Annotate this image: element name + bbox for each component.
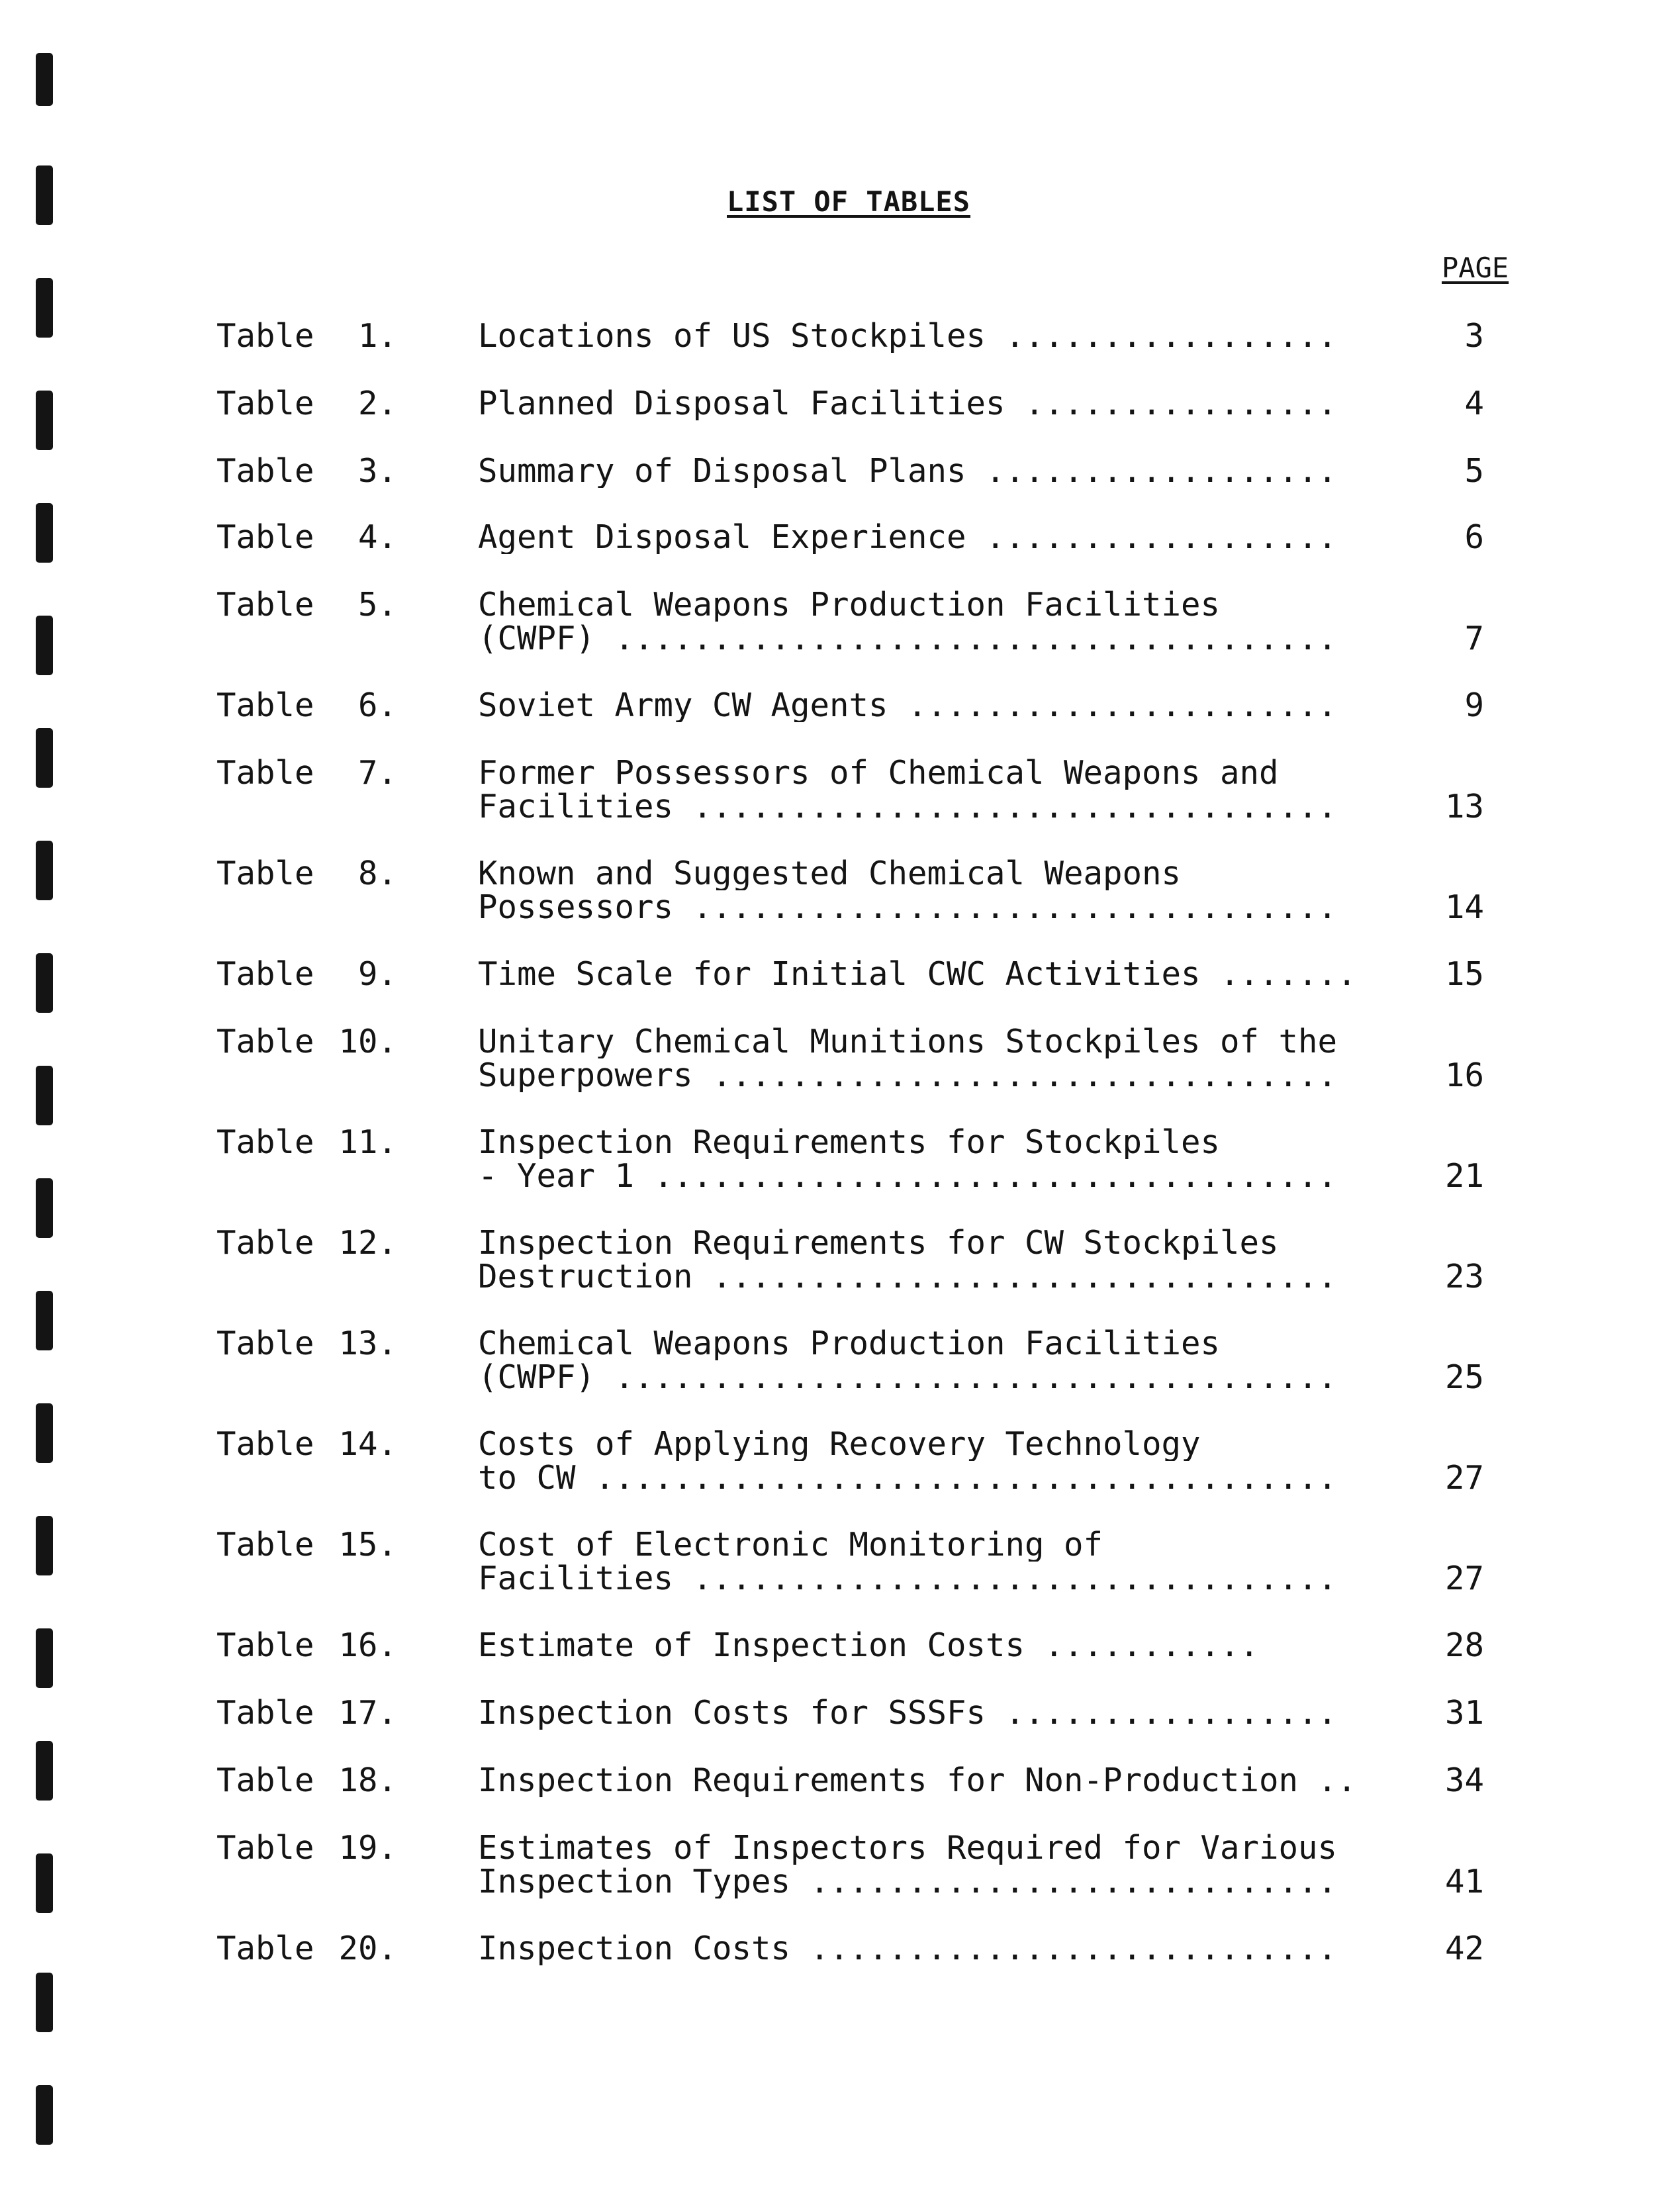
table-entry-title-line: (CWPF) ..................................... xyxy=(478,622,1338,655)
table-entry-title xyxy=(478,1125,1391,1193)
binding-hole-mark xyxy=(36,53,53,106)
table-entry-label: Table xyxy=(216,1325,314,1362)
table-entry-label: Table xyxy=(216,1829,314,1867)
table-entry-title-line: Chemical Weapons Production Facilities xyxy=(478,588,1221,622)
table-entry-title-line: - Year 1 ................................... xyxy=(478,1159,1338,1193)
table-entry-label: Table xyxy=(216,955,314,993)
table-entry-label: Table xyxy=(216,1930,314,1967)
table-entry-title xyxy=(478,756,1391,823)
table-entry-title-line: Estimate of Inspection Costs ........... xyxy=(478,1628,1260,1662)
table-entry-title-line: Chemical Weapons Production Facilities xyxy=(478,1327,1221,1360)
table-entry-page-number: 27 xyxy=(1444,1459,1484,1497)
table-entry-label: Table xyxy=(216,385,314,422)
table-entry-label: Table xyxy=(216,518,314,556)
table-entry-number: 6. xyxy=(357,686,397,724)
table-entry-page-number: 27 xyxy=(1444,1560,1484,1597)
table-entry-title-line: Summary of Disposal Plans .................. xyxy=(478,454,1338,488)
binding-holes xyxy=(26,0,66,2201)
table-entry-title-line: to CW ...................................... xyxy=(478,1461,1338,1495)
binding-hole-mark xyxy=(36,1066,53,1125)
table-entry-title-line: Estimates of Inspectors Required for Various xyxy=(478,1831,1338,1865)
table-entry-number: 1. xyxy=(357,317,397,355)
binding-hole-mark xyxy=(36,1628,53,1688)
table-entry-number: 11. xyxy=(338,1123,397,1161)
binding-hole-mark xyxy=(36,616,53,675)
table-entry-label: Table xyxy=(216,754,314,792)
table-entry-title xyxy=(478,319,1391,353)
table-entry-page-number: 5 xyxy=(1464,452,1484,490)
table-entry-title xyxy=(478,1528,1391,1595)
table-entry-title xyxy=(478,1226,1391,1293)
page-column-heading: PAGE xyxy=(1442,252,1509,284)
table-entry-page-number: 7 xyxy=(1464,620,1484,657)
table-entry-title-line: Facilities ................................. xyxy=(478,1562,1338,1595)
binding-hole-mark xyxy=(36,1291,53,1350)
binding-hole-mark xyxy=(36,2085,53,2145)
table-entry-title-line: Inspection Costs ........................... xyxy=(478,1932,1338,1965)
table-entry-page-number: 23 xyxy=(1444,1258,1484,1295)
binding-hole-mark xyxy=(36,953,53,1013)
table-entry-label: Table xyxy=(216,855,314,892)
binding-hole-mark xyxy=(36,1178,53,1238)
table-entry-label: Table xyxy=(216,1224,314,1262)
table-entry-page-number: 41 xyxy=(1444,1863,1484,1900)
table-entry-page-number: 25 xyxy=(1444,1358,1484,1396)
table-entry-title-line: Soviet Army CW Agents ...................... xyxy=(478,688,1338,722)
table-entry-title xyxy=(478,588,1391,655)
table-entry-title xyxy=(478,1628,1391,1662)
table-entry-page-number: 28 xyxy=(1444,1626,1484,1664)
table-entry-page-number: 4 xyxy=(1464,385,1484,422)
table-entry-number: 16. xyxy=(338,1626,397,1664)
table-entry-number: 12. xyxy=(338,1224,397,1262)
table-entry-number: 5. xyxy=(357,586,397,624)
table-entry-title xyxy=(478,1763,1391,1797)
table-entry-page-number: 34 xyxy=(1444,1761,1484,1799)
table-entry-page-number: 13 xyxy=(1444,788,1484,825)
table-entry-title-line: Inspection Requirements for Stockpiles xyxy=(478,1125,1221,1159)
table-entry-label: Table xyxy=(216,1761,314,1799)
binding-hole-mark xyxy=(36,1741,53,1801)
table-entry-title xyxy=(478,1327,1391,1394)
table-entry-title-line: Agent Disposal Experience .................. xyxy=(478,520,1338,554)
table-entry-title-line: Inspection Costs for SSSFs ................. xyxy=(478,1696,1338,1730)
table-entry-title xyxy=(478,454,1391,488)
table-entry-page-number: 21 xyxy=(1444,1157,1484,1195)
table-entry-title-line: Former Possessors of Chemical Weapons and xyxy=(478,756,1279,790)
table-entry-number: 7. xyxy=(357,754,397,792)
table-entry-number: 18. xyxy=(338,1761,397,1799)
table-entry-number: 3. xyxy=(357,452,397,490)
binding-hole-mark xyxy=(36,503,53,563)
binding-hole-mark xyxy=(36,1516,53,1575)
table-entry-number: 9. xyxy=(357,955,397,993)
binding-hole-mark xyxy=(36,1973,53,2032)
table-entry-title-line: Costs of Applying Recovery Technology xyxy=(478,1427,1201,1461)
table-entry-number: 15. xyxy=(338,1526,397,1564)
binding-hole-mark xyxy=(36,278,53,338)
table-entry-label: Table xyxy=(216,1694,314,1732)
table-entry-page-number: 14 xyxy=(1444,888,1484,926)
table-entry-number: 20. xyxy=(338,1930,397,1967)
table-entry-number: 10. xyxy=(338,1023,397,1060)
table-entry-title-line: Planned Disposal Facilities ................ xyxy=(478,387,1338,420)
table-entry-page-number: 6 xyxy=(1464,518,1484,556)
table-entry-page-number: 42 xyxy=(1444,1930,1484,1967)
table-entry-number: 13. xyxy=(338,1325,397,1362)
table-entry-title xyxy=(478,387,1391,420)
table-entry-number: 19. xyxy=(338,1829,397,1867)
table-entry-number: 2. xyxy=(357,385,397,422)
table-entry-title-line: Facilities ................................. xyxy=(478,790,1338,823)
table-entry-label: Table xyxy=(216,1425,314,1463)
table-entry-title-line: Time Scale for Initial CWC Activities ....... xyxy=(478,957,1357,991)
binding-hole-mark xyxy=(36,1853,53,1913)
table-entry-title-line: Inspection Requirements for CW Stockpiles xyxy=(478,1226,1279,1260)
table-entry-title xyxy=(478,688,1391,722)
table-entry-title-line: Unitary Chemical Munitions Stockpiles of the xyxy=(478,1025,1338,1058)
table-entry-title xyxy=(478,1932,1391,1965)
table-entry-title xyxy=(478,1696,1391,1730)
table-entry-label: Table xyxy=(216,317,314,355)
table-entry-title-line: Inspection Requirements for Non-Production .. xyxy=(478,1763,1357,1797)
table-entry-title xyxy=(478,1427,1391,1495)
binding-hole-mark xyxy=(36,391,53,450)
binding-hole-mark xyxy=(36,728,53,788)
table-entry-title-line: Superpowers ................................ xyxy=(478,1058,1338,1092)
table-entry-title-line: Locations of US Stockpiles ................. xyxy=(478,319,1338,353)
table-entry-title-line: Inspection Types ........................... xyxy=(478,1865,1338,1898)
table-entry-label: Table xyxy=(216,1123,314,1161)
table-entry-page-number: 3 xyxy=(1464,317,1484,355)
table-entry-page-number: 31 xyxy=(1444,1694,1484,1732)
table-entry-title-line: (CWPF) ..................................... xyxy=(478,1360,1338,1394)
binding-hole-mark xyxy=(36,841,53,900)
table-entry-title-line: Cost of Electronic Monitoring of xyxy=(478,1528,1103,1562)
binding-hole-mark xyxy=(36,1403,53,1463)
table-entry-title-line: Destruction ................................ xyxy=(478,1260,1338,1293)
table-entry-label: Table xyxy=(216,686,314,724)
table-entry-label: Table xyxy=(216,1626,314,1664)
table-entry-number: 8. xyxy=(357,855,397,892)
table-entry-page-number: 16 xyxy=(1444,1056,1484,1094)
table-entry-label: Table xyxy=(216,1526,314,1564)
table-entry-number: 17. xyxy=(338,1694,397,1732)
table-entry-title xyxy=(478,857,1391,924)
table-entry-title xyxy=(478,1025,1391,1092)
page-title: LIST OF TABLES xyxy=(727,185,971,218)
table-entry-label: Table xyxy=(216,452,314,490)
table-entry-title xyxy=(478,520,1391,554)
table-entry-title-line: Known and Suggested Chemical Weapons xyxy=(478,857,1182,890)
table-entry-page-number: 9 xyxy=(1464,686,1484,724)
table-entry-page-number: 15 xyxy=(1444,955,1484,993)
table-entry-title xyxy=(478,957,1391,991)
table-entry-number: 14. xyxy=(338,1425,397,1463)
binding-hole-mark xyxy=(36,165,53,225)
table-entry-label: Table xyxy=(216,1023,314,1060)
table-entry-title-line: Possessors ................................. xyxy=(478,890,1338,924)
table-entry-title xyxy=(478,1831,1391,1898)
table-entry-number: 4. xyxy=(357,518,397,556)
table-entry-label: Table xyxy=(216,586,314,624)
